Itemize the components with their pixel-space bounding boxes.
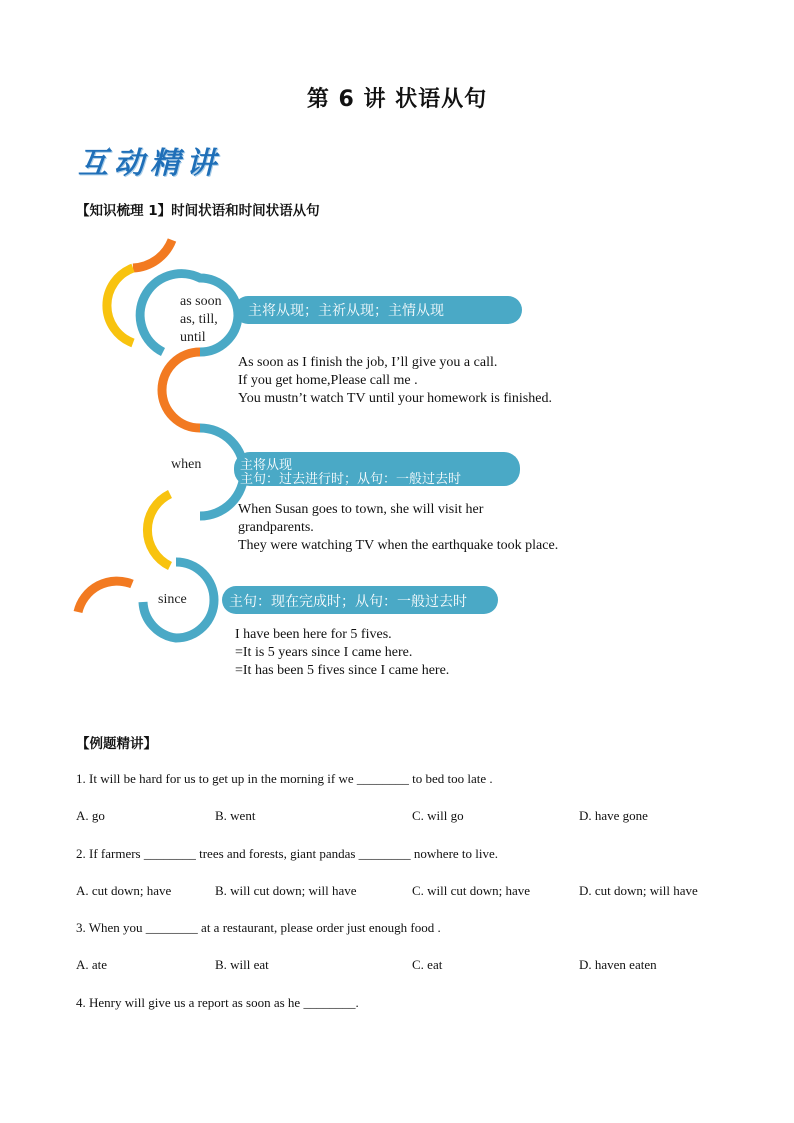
option-c: C. will go <box>412 808 464 823</box>
arc-yellow-2 <box>147 494 170 566</box>
example-sentence: =It has been 5 fives since I came here. <box>235 663 450 678</box>
examples-1 <box>238 354 552 408</box>
rule-text-3: 主句：现在完成时；从句：一般过去时 <box>229 594 467 610</box>
example-sentence: =It is 5 years since I came here. <box>235 645 413 660</box>
option-d: D. have gone <box>579 808 648 823</box>
rule-text-1: 主将从现；主祈从现；主情从现 <box>248 303 444 319</box>
example-sentence: If you get home,Please call me . <box>238 373 418 388</box>
question-4: 4. Henry will give us a report as soon as he ________. <box>76 995 359 1010</box>
example-sentence: I have been here for 5 fives. <box>235 627 392 642</box>
question-3: 3. When you ________ at a restaurant, please order just enough food . <box>76 920 441 935</box>
example-sentence: grandparents. <box>238 520 314 535</box>
question-2: 2. If farmers ________ trees and forests, giant pandas ________ nowhere to live. <box>76 846 499 861</box>
examples-heading: 【例题精讲】 <box>76 736 157 752</box>
option-b: B. will eat <box>215 957 269 972</box>
conjunction-line: as soon <box>180 294 222 309</box>
rule-text-2 <box>240 459 461 487</box>
page-title: 第 6 讲 状语从句 <box>306 87 488 112</box>
option-a: A. ate <box>76 957 108 972</box>
option-d: D. haven eaten <box>579 957 657 972</box>
rule-line: 主将从现 <box>240 458 293 473</box>
question-1: 1. It will be hard for us to get up in the morning if we ________ to bed too late . <box>76 771 493 786</box>
examples-2 <box>238 501 558 555</box>
section-banner: 互动精讲 <box>78 146 222 181</box>
conjunction-label-1 <box>180 293 222 347</box>
example-sentence: When Susan goes to town, she will visit her <box>238 502 484 517</box>
arc-orange-2 <box>162 352 200 428</box>
conjunction-line: until <box>180 330 206 345</box>
conjunction-label-3: since <box>158 592 187 607</box>
option-b: B. will cut down; will have <box>215 883 357 898</box>
option-c: C. eat <box>412 957 443 972</box>
arc-yellow-1 <box>107 268 133 343</box>
arc-top-orange <box>133 240 172 268</box>
example-sentence: As soon as I finish the job, I’ll give you a call. <box>238 355 498 370</box>
example-sentence: They were watching TV when the earthquake took place. <box>238 538 559 553</box>
option-a: A. go <box>76 808 105 823</box>
arc-orange-3 <box>78 581 132 612</box>
option-c: C. will cut down; have <box>412 883 531 898</box>
examples-3 <box>235 626 449 680</box>
rule-line: 主句：过去进行时；从句：一般过去时 <box>240 472 462 487</box>
knowledge-heading: 【知识梳理 1】时间状语和时间状语从句 <box>76 203 320 219</box>
option-a: A. cut down; have <box>76 883 172 898</box>
option-d: D. cut down; will have <box>579 883 698 898</box>
conjunction-label-2: when <box>171 457 202 472</box>
option-b: B. went <box>215 808 256 823</box>
example-sentence: You mustn’t watch TV until your homework is finished. <box>238 391 552 406</box>
conjunction-line: as, till, <box>180 312 218 327</box>
